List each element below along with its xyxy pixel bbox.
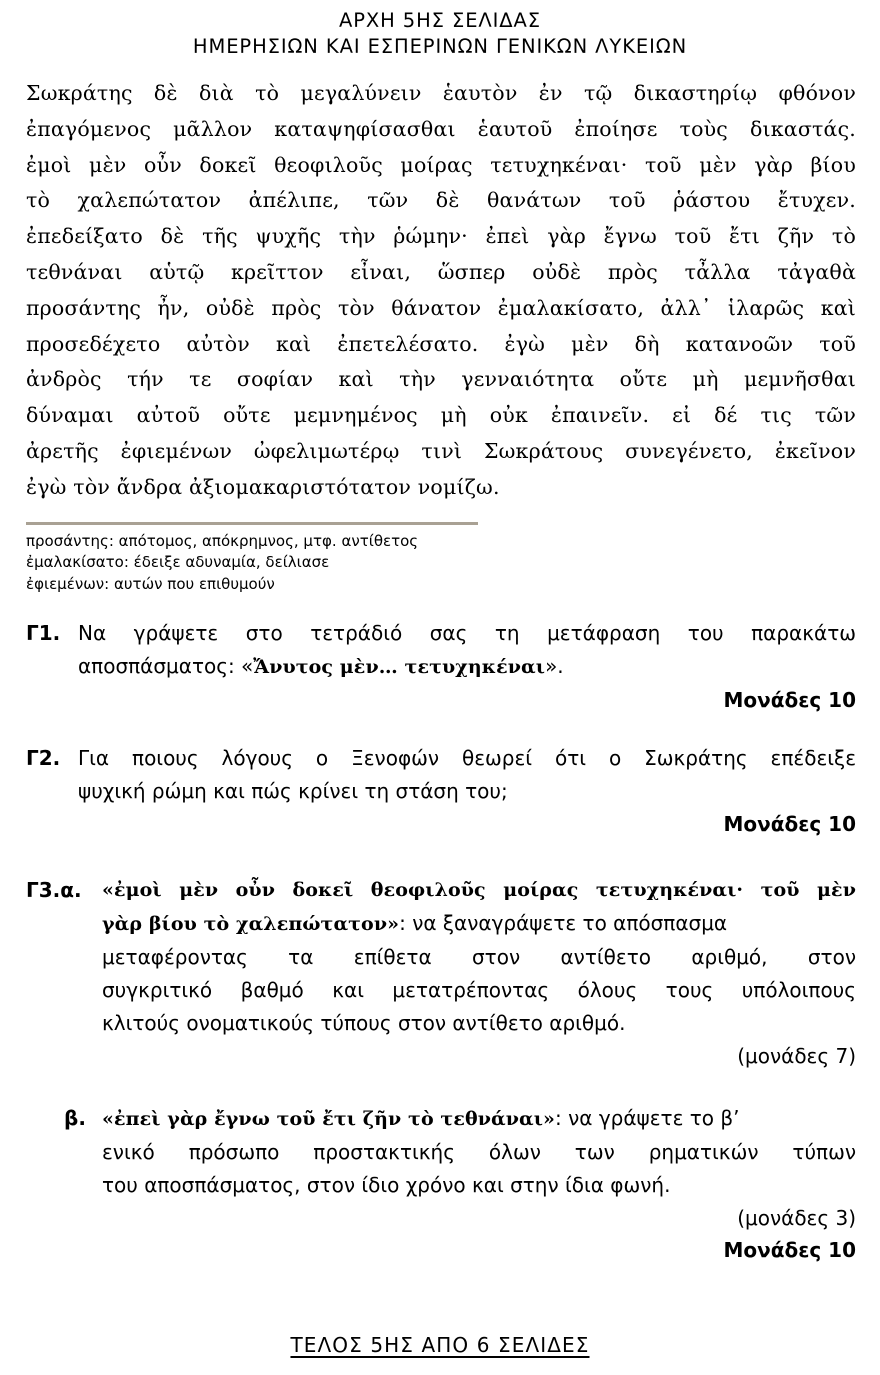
question-g3b-submarks: (μονάδες 3) <box>737 1206 856 1231</box>
question-g2-line-2: ψυχική ρώμη και πώς κρίνει τη στάση του; <box>78 779 508 804</box>
question-g2-marks: Μονάδες 10 <box>723 812 856 837</box>
passage-line: προσεδέχετο αὐτὸν καὶ ἐπετελέσατο. ἐγὼ μὲν δὴ κατανοῶν τοῦ <box>26 331 856 356</box>
header-line-1: ΑΡΧΗ 5ΗΣ ΣΕΛΙΔΑΣ <box>338 9 542 32</box>
question-g3b <box>26 1102 856 1202</box>
quote-close: » <box>543 1108 556 1131</box>
question-g2 <box>26 742 856 808</box>
passage-line: Σωκράτης δὲ διὰ τὸ μεγαλύνειν ἑαυτὸν ἐν τῷ δικαστηρίῳ φθόνον <box>26 81 856 105</box>
page-header <box>0 0 880 60</box>
question-g1-marks: Μονάδες 10 <box>723 688 856 713</box>
question-g3a <box>26 874 856 1040</box>
passage-line: δύναμαι αὐτοῦ οὔτε μεμνημένος μὴ οὐκ ἐπαινεῖν. εἰ δέ τις τῶν <box>26 403 856 428</box>
question-g3a-line-3: μεταφέροντας τα επίθετα στον αντίθετο αριθμό, στον <box>102 945 856 970</box>
question-g3a-submarks: (μονάδες 7) <box>737 1044 856 1069</box>
passage-line: ἀρετῆς ἐφιεμένων ὠφελιμωτέρῳ τινὶ Σωκράτους συνεγένετο, ἐκεῖνον <box>26 438 856 463</box>
question-g2-line-1: Για ποιους λόγους ο Ξενοφών θεωρεί ότι ο Σωκράτης επέδειξε <box>78 746 856 771</box>
question-g3b-label: β. <box>64 1106 86 1131</box>
question-g1 <box>26 617 856 684</box>
passage-line: ἐπεδείξατο δὲ τῆς ψυχῆς τὴν ῥώμην· ἐπεὶ γὰρ ἔγνω τοῦ ἔτι ζῆν τὸ <box>26 224 856 249</box>
question-g3b-text <box>102 1102 856 1202</box>
header-line-2: ΗΜΕΡΗΣΙΩΝ ΚΑΙ ΕΣΠΕΡΙΝΩΝ ΓΕΝΙΚΩΝ ΛΥΚΕΙΩΝ <box>192 35 688 58</box>
question-g3a-line-5: κλιτούς ονοματικούς τύπους στον αντίθετο αριθμό. <box>102 1011 626 1036</box>
quote-open: « <box>102 1108 114 1131</box>
glossary-notes <box>26 531 880 596</box>
passage-line: προσάντης ἦν, οὐδὲ πρὸς τὸν θάνατον ἐμαλακίσατο, ἀλλ᾽ ἱλαρῶς καὶ <box>26 295 856 320</box>
question-g1-line-2-pre: αποσπάσματος: « <box>78 654 254 679</box>
passage-line: ἐπαγόμενος μᾶλλον καταψηφίσασθαι ἑαυτοῦ ἐποίησε τοὺς δικαστάς. <box>26 116 856 141</box>
question-g1-quote: Ἄνυτος μὲν… τετυχηκέναι <box>253 656 546 679</box>
question-g3a-quote-line-2 <box>102 907 856 941</box>
question-g1-label: Γ1. <box>26 621 61 646</box>
question-g3b-line-2: ενικό πρόσωπο προστακτικής όλων των ρηματικών τύπων <box>102 1140 856 1165</box>
ancient-greek-passage <box>26 76 856 506</box>
question-g3a-quote-part-2: γὰρ βίου τὸ χαλεπώτατον <box>102 913 388 936</box>
question-g1-line-2-post: ». <box>545 654 564 679</box>
question-g3b-line-1 <box>102 1102 856 1136</box>
question-g3b-quote: ἐπεὶ γὰρ ἔγνω τοῦ ἔτι ζῆν τὸ τεθνάναι <box>113 1108 544 1131</box>
question-g3a-line-4: συγκριτικό βαθμό και μετατρέποντας όλους τους υπόλοιπους <box>102 978 856 1003</box>
passage-line: τὸ χαλεπώτατον ἀπέλιπε, τῶν δὲ θανάτων τοῦ ῥάστου ἔτυχεν. <box>26 188 856 213</box>
question-g1-line-2 <box>78 650 856 684</box>
question-g2-label: Γ2. <box>26 746 61 771</box>
passage-line: ἐμοὶ μὲν οὖν δοκεῖ θεοφιλοῦς μοίρας τετυχηκέναι· τοῦ μὲν γὰρ βίου <box>26 152 856 177</box>
glossary-entry: ἐμαλακίσατο: έδειξε αδυναμία, δείλιασε <box>26 553 330 572</box>
passage-line: ἐγὼ τὸν ἄνδρα ἀξιομακαριστότατον νομίζω. <box>26 474 500 499</box>
glossary-entry: ἐφιεμένων: αυτών που επιθυμούν <box>26 574 275 593</box>
glossary-divider <box>26 522 478 525</box>
quote-open: « <box>102 879 114 902</box>
question-g3a-label: Γ3.α. <box>26 878 82 903</box>
question-g3a-quote-part-1: ἐμοὶ μὲν οὖν δοκεῖ θεοφιλοῦς μοίρας τετυχηκέναι· τοῦ μὲν <box>113 879 856 902</box>
footer-text: ΤΕΛΟΣ 5ΗΣ ΑΠΟ 6 ΣΕΛΙΔΕΣ <box>290 1333 590 1357</box>
question-g3b-after-quote: : να γράψετε το β’ <box>555 1106 740 1131</box>
question-g1-line-1: Να γράψετε στο τετράδιό σας τη μετάφραση του παρακάτω <box>78 621 856 646</box>
page-footer <box>0 1333 880 1357</box>
question-g3a-quote-line-1 <box>102 874 856 907</box>
quote-close: » <box>387 913 400 936</box>
question-g3b-marks: Μονάδες 10 <box>723 1238 856 1263</box>
passage-line: ἀνδρὸς τήν τε σοφίαν καὶ τὴν γενναιότητα οὔτε μὴ μεμνῆσθαι <box>26 367 856 392</box>
question-g2-text <box>78 742 856 808</box>
question-g3a-text <box>102 874 856 1040</box>
question-g1-text <box>78 617 856 684</box>
glossary-entry: προσάντης: απότομος, απόκρημνος, μτφ. αντίθετος <box>26 531 419 550</box>
passage-line: τεθνάναι αὑτῷ κρεῖττον εἶναι, ὥσπερ οὐδὲ πρὸς τἆλλα τἀγαθὰ <box>26 259 856 284</box>
question-g3a-after-quote: : να ξαναγράψετε το απόσπασμα <box>399 911 728 936</box>
question-g3b-line-3: του αποσπάσματος, στον ίδιο χρόνο και στην ίδια φωνή. <box>102 1173 671 1198</box>
